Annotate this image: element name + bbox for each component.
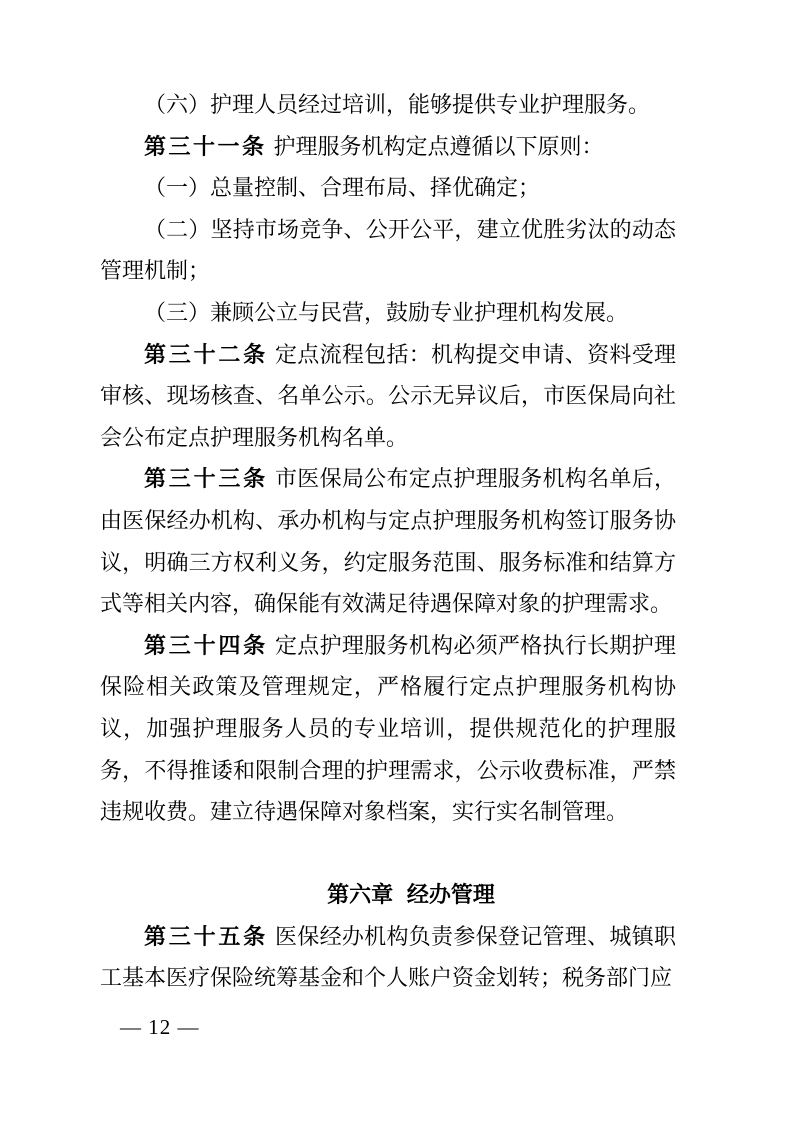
- paragraph: [100, 167, 676, 209]
- paragraph: [100, 334, 676, 459]
- article-number: 第三十一条: [144, 133, 267, 159]
- paragraph-text: （三）兼顾公立与民营，鼓励专业护理机构发展。: [144, 299, 629, 325]
- paragraph: [100, 458, 676, 624]
- document-body: [100, 84, 676, 999]
- article-number: 第三十四条: [144, 632, 268, 658]
- article-number: 第三十五条: [144, 923, 268, 949]
- paragraph: [100, 625, 676, 833]
- paragraph-text: 护理服务机构定点遵循以下原则：: [273, 133, 604, 159]
- paragraph-text: （六）护理人员经过培训，能够提供专业护理服务。: [144, 92, 651, 117]
- paragraph: [100, 209, 676, 292]
- paragraph-text: （二）坚持市场竞争、公开公平，建立优胜劣汰的动态管理机制；: [100, 216, 676, 284]
- paragraph: [100, 292, 676, 334]
- paragraph: [100, 916, 676, 999]
- paragraph-text: 定点护理服务机构必须严格执行长期护理保险相关政策及管理规定，严格履行定点护理服务机构协议，加强护理服务人员的专业培训，提供规范化的护理服务，不得推诿和限制合理的护理需求，公示收费标准，严禁违规收费。建立待遇保障对象档案，实行实名制管理。: [100, 632, 676, 825]
- paragraph-text: 医保经办机构负责参保登记管理、城镇职工基本医疗保险统筹基金和个人账户资金划转；税务部门应: [100, 923, 676, 991]
- paragraph-text: （一）总量控制、合理布局、择优确定；: [144, 175, 541, 201]
- paragraph: [100, 84, 676, 126]
- paragraph-text: 市医保局公布定点护理服务机构名单后，由医保经办机构、承办机构与定点护理服务机构签订服务协议，明确三方权利义务，约定服务范围、服务标准和结算方式等相关内容，确保能有效满足待遇保障对象的护理需求。: [100, 466, 676, 617]
- chapter-title-text: 第六章 经办管理: [327, 882, 495, 908]
- page-number: — 12 —: [120, 1015, 200, 1039]
- article-number: 第三十三条: [144, 466, 268, 492]
- paragraph-text: 定点流程包括：机构提交申请、资料受理审核、现场核查、名单公示。公示无异议后，市医保局向社会公布定点护理服务机构名单。: [100, 341, 676, 450]
- article-number: 第三十二条: [144, 341, 268, 367]
- chapter-heading: [100, 874, 676, 916]
- paragraph: [100, 126, 676, 168]
